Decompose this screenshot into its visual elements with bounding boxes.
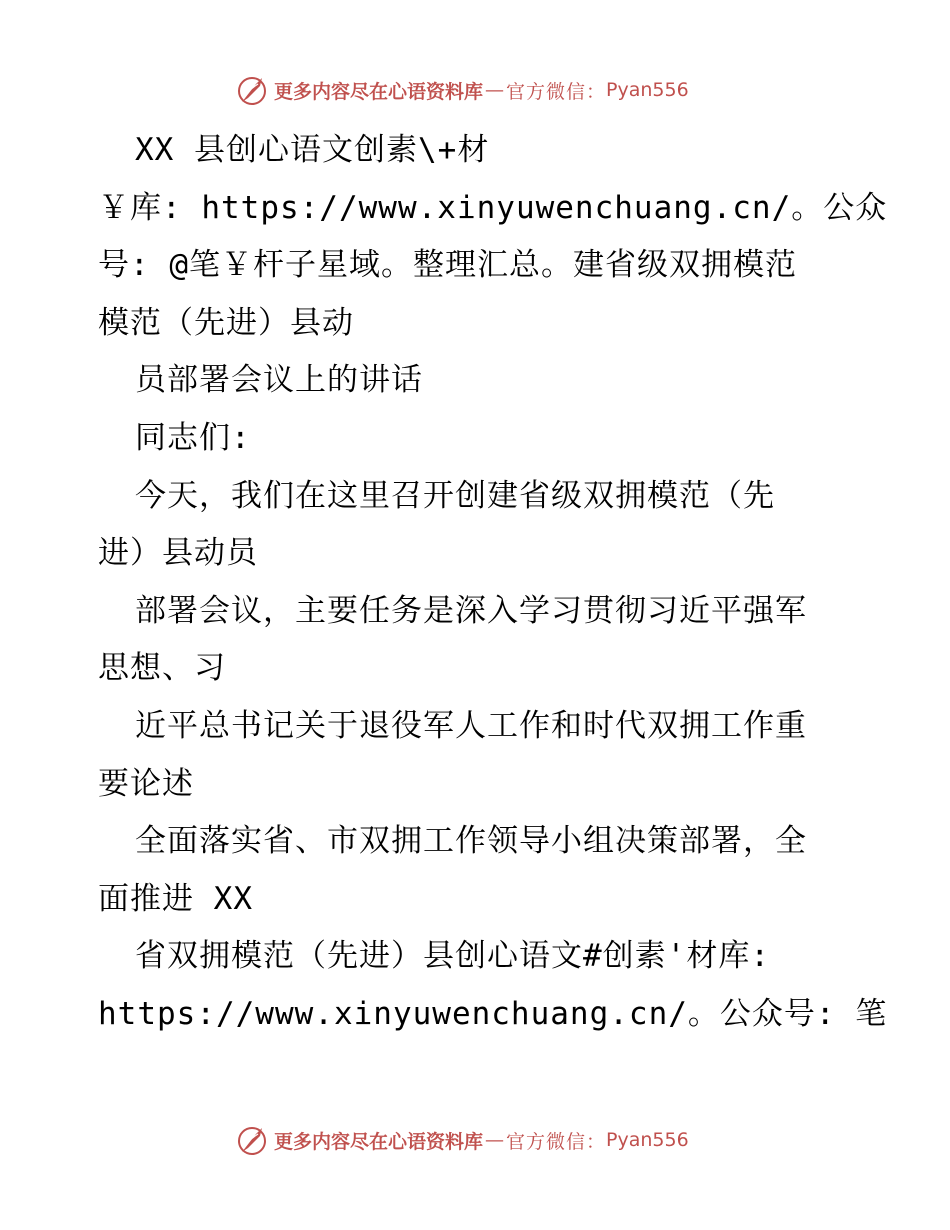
quill-logo-icon	[236, 1124, 268, 1156]
text-line: XX 县创心语文创素\+材	[135, 132, 490, 168]
header-dash: —	[485, 79, 505, 101]
footer-main-text: 更多内容尽在心语资料库	[274, 1130, 484, 1153]
footer-wechat-label: 官方微信：	[506, 1130, 607, 1153]
text-line: 同志们:	[135, 419, 251, 456]
text-line: 号: @笔￥杆子星域。整理汇总。建省级双拥模范	[98, 247, 797, 284]
text-line: 模范（先进）县动	[98, 304, 354, 341]
text-line: 省双拥模范（先进）县创心语文#创素'材库:	[135, 938, 770, 975]
document-body	[98, 122, 888, 1044]
footer-watermark	[236, 1122, 736, 1158]
text-line: ￥库: https://www.xinyuwenchuang.cn/。公众	[98, 189, 888, 226]
text-line: 近平总书记关于退役军人工作和时代双拥工作重	[135, 707, 807, 744]
footer-dash: —	[485, 1129, 505, 1151]
text-line: 全面落实省、市双拥工作领导小组决策部署，全	[135, 823, 807, 860]
text-line: 进）县动员	[98, 535, 258, 572]
text-line: https://www.xinyuwenchuang.cn/。公众号: 笔	[98, 995, 888, 1032]
header-wechat-id: Pyan556	[606, 79, 689, 101]
footer-wechat-id: Pyan556	[606, 1129, 689, 1151]
quill-logo-icon	[236, 74, 268, 106]
text-line: 部署会议，主要任务是深入学习贯彻习近平强军	[135, 592, 807, 629]
header-wechat-label: 官方微信：	[506, 80, 607, 103]
header-watermark	[236, 72, 736, 108]
text-line: 员部署会议上的讲话	[135, 362, 423, 399]
text-line: 思想、习	[98, 650, 226, 687]
header-main-text: 更多内容尽在心语资料库	[274, 80, 484, 103]
text-line: 面推进 XX	[98, 880, 253, 917]
text-line: 要论述	[98, 765, 194, 802]
text-line: 今天，我们在这里召开创建省级双拥模范（先	[135, 477, 775, 514]
